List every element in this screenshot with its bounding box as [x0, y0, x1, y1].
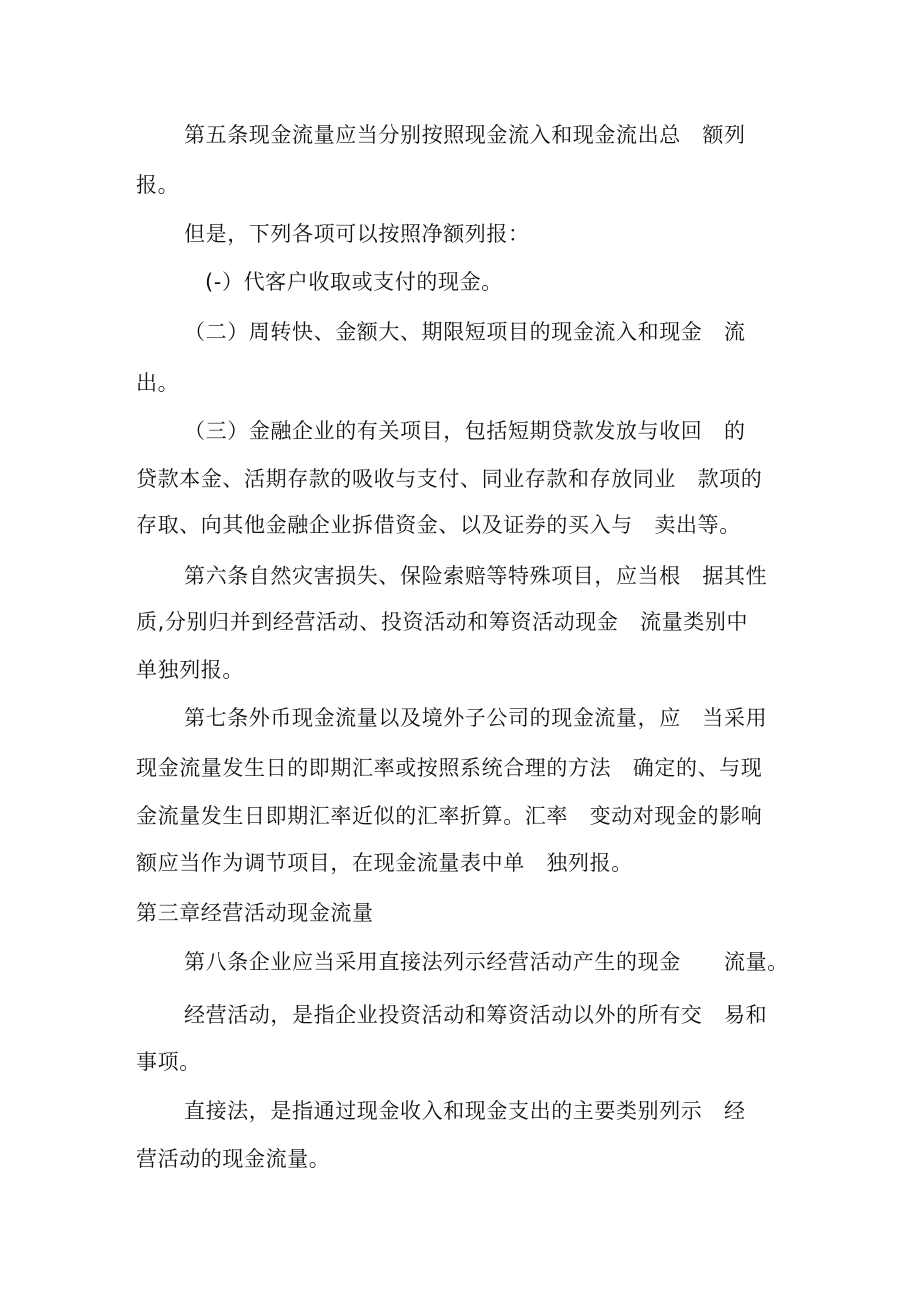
net-amount-intro: 但是，下列各项可以按照净额列报：: [184, 222, 530, 246]
article-6-line-3: 单独列报。: [136, 658, 244, 682]
article-7-line-1: 第七条外币现金流量以及境外子公司的现金流量，应 当采用: [184, 706, 768, 730]
operating-activities-def-line-2: 事项。: [136, 1050, 201, 1074]
direct-method-def-line-2: 营活动的现金流量。: [136, 1147, 331, 1171]
direct-method-def-line-1: 直接法，是指通过现金收入和现金支出的主要类别列示 经: [184, 1099, 746, 1123]
article-7-line-2: 现金流量发生日的即期汇率或按照系统合理的方法 确定的、与现: [136, 756, 763, 780]
article-5-line-1: 第五条现金流量应当分别按照现金流入和现金流出总 额列: [184, 123, 746, 147]
article-5-line-2: 报。: [136, 173, 180, 197]
item-2-line-1: （二）周转快、金额大、期限短项目的现金流入和现金 流: [184, 320, 746, 344]
article-6-line-1: 第六条自然灾害损失、保险索赔等特殊项目，应当根 据其性: [184, 564, 768, 588]
item-3-line-3: 存取、向其他金融企业拆借资金、以及证券的买入与 卖出等。: [136, 513, 741, 537]
article-8: 第八条企业应当采用直接法列示经营活动产生的现金 流量。: [184, 950, 789, 974]
item-3-line-1: （三）金融企业的有关项目，包括短期贷款发放与收回 的: [184, 419, 746, 443]
chapter-3-heading: 第三章经营活动现金流量: [136, 901, 374, 925]
article-7-line-3: 金流量发生日即期汇率近似的汇率折算。汇率 变动对现金的影响: [136, 804, 763, 828]
article-6-line-2: 质,分别归并到经营活动、投资活动和筹资活动现金 流量类别中: [136, 610, 749, 634]
operating-activities-def-line-1: 经营活动，是指企业投资活动和筹资活动以外的所有交 易和: [184, 1003, 768, 1027]
item-1: (-）代客户收取或支付的现金。: [205, 270, 503, 294]
item-2-line-2: 出。: [136, 371, 180, 395]
item-3-line-2: 贷款本金、活期存款的吸收与支付、同业存款和存放同业 款项的: [136, 467, 763, 491]
article-7-line-4: 额应当作为调节项目，在现金流量表中单 独列报。: [136, 851, 633, 875]
